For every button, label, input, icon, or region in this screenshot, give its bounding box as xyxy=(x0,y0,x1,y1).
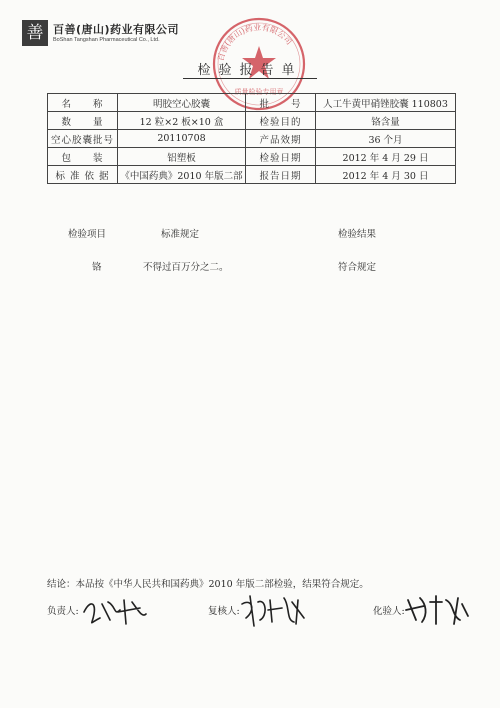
info-label: 数 量 xyxy=(48,112,118,130)
svg-text:百善(唐山)药业有限公司: 百善(唐山)药业有限公司 xyxy=(216,22,294,62)
result-header-item: 检验项目 xyxy=(68,229,107,240)
info-value: 20110708 xyxy=(118,130,246,148)
result-header-standard: 标准规定 xyxy=(161,229,200,240)
info-label: 检验日期 xyxy=(246,148,316,166)
title-underline xyxy=(183,78,317,79)
responsible-label: 负责人: xyxy=(47,606,79,617)
info-row xyxy=(48,112,456,130)
result-item: 铬 xyxy=(92,262,102,273)
tester-signature xyxy=(402,590,472,630)
info-row xyxy=(48,130,456,148)
info-label: 产品效期 xyxy=(246,130,316,148)
info-label: 空心胶囊批号 xyxy=(48,130,118,148)
tester-label: 化验人: xyxy=(373,606,405,617)
conclusion-text: 结论：本品按《中华人民共和国药典》2010 年版二部检验，结果符合规定。 xyxy=(47,579,369,590)
responsible-signature xyxy=(80,590,152,630)
company-logo: 善 xyxy=(22,20,48,46)
info-value: 铬含量 xyxy=(316,112,456,130)
info-value: 明胶空心胶囊 xyxy=(118,94,246,112)
info-value: 2012 年 4 月 30 日 xyxy=(316,166,456,184)
info-value: 2012 年 4 月 29 日 xyxy=(316,148,456,166)
info-label: 报告日期 xyxy=(246,166,316,184)
info-label: 名 称 xyxy=(48,94,118,112)
info-value: 36 个月 xyxy=(316,130,456,148)
info-label: 检验目的 xyxy=(246,112,316,130)
info-row xyxy=(48,94,456,112)
reviewer-label: 复核人: xyxy=(208,606,240,617)
info-label: 包 装 xyxy=(48,148,118,166)
report-title: 检验报告单 xyxy=(197,63,303,78)
company-name-en: BoShan Tangshan Pharmaceutical Co., Ltd. xyxy=(53,37,160,43)
reviewer-signature xyxy=(238,590,310,630)
info-row xyxy=(48,148,456,166)
info-value: 人工牛黄甲硝锉胶囊 110803 xyxy=(316,94,456,112)
info-label: 批 号 xyxy=(246,94,316,112)
info-label: 标 准 依 据 xyxy=(48,166,118,184)
result-value: 符合规定 xyxy=(338,262,377,273)
info-table xyxy=(47,93,456,184)
company-name-cn: 百善(唐山)药业有限公司 xyxy=(53,23,180,36)
result-standard: 不得过百万分之二。 xyxy=(143,262,229,273)
result-header-result: 检验结果 xyxy=(338,229,377,240)
svg-text:质量检验专用章: 质量检验专用章 xyxy=(234,88,284,96)
info-value: 铝塑板 xyxy=(118,148,246,166)
info-value: 12 粒×2 板×10 盒 xyxy=(118,112,246,130)
info-row xyxy=(48,166,456,184)
info-value: 《中国药典》2010 年版二部 xyxy=(118,166,246,184)
